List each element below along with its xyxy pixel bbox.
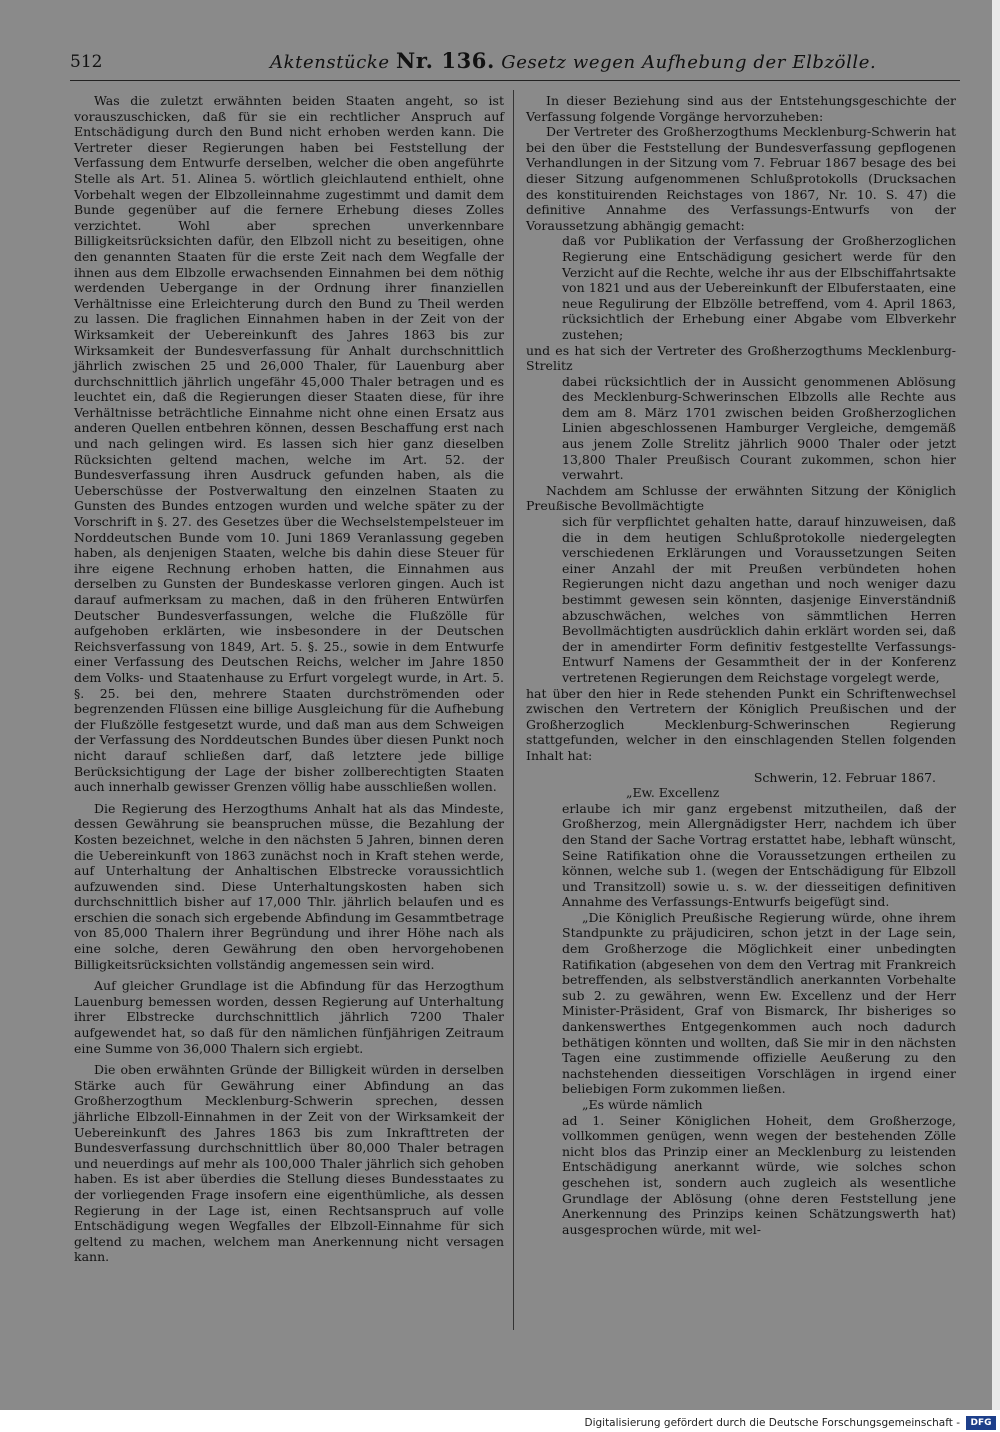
header-rest: Gesetz wegen Aufhebung der Elbzölle. <box>501 52 877 73</box>
running-header <box>70 48 960 76</box>
footer <box>0 1416 1000 1432</box>
right-paragraph-3: Nachdem am Schlusse der erwähnten Sitzung der Königlich Preußische Bevollmächtigte <box>526 482 956 514</box>
header-prefix: Aktenstücke <box>270 52 390 73</box>
right-column <box>526 93 956 1237</box>
right-paragraph-1: Der Vertreter des Großherzogthums Mecklenburg-Schwerin hat bei den über die Feststellung der Bundesverfassung gepflogenen Verhandlungen in der Sitzung vom 7. Februar 1867 besage des bei dieser Sitzung aufgenommenen Schlußprotokolls (Drucksachen des konstituirenden Reichstages von 1867, Nr. 10. S. 47) die definitive Annahme des Verfassungs-Entwurfs von der Voraussetzung abhängig gemacht: <box>526 124 956 233</box>
letter-paragraph-1: erlaube ich mir ganz ergebenst mitzutheilen, daß der Großherzog, mein Allergnädigster Herr, nachdem ich über den Stand der Sache Vortrag erstattet habe, lebhaft wünscht, Seine Ratifikation ohne die Voraussetzungen ertheilen zu können, welche sub 1. (wegen der Entschädigung für Elbzoll und Transitzoll) sowie u. s. w. der diesseitigen definitiven Annahme des Verfassungs-Entwurfs beigefügt sind. <box>562 800 956 910</box>
header-title <box>270 48 876 73</box>
column-divider <box>513 90 514 1330</box>
letter-paragraph-2: „Die Königlich Preußische Regierung würde, ohne ihrem Standpunkte zu präjudiciren, schon jetzt in der Lage sein, dem Großherzoge die Möglichkeit einer unbedingten Ratifikation (abgesehen von dem den Vertrag mit Frankreich betreffenden, als selbstverständlich anerkannten Vorbehalte sub 2. zu gewähren, wenn Ew. Excellenz und der Herr Minister-Präsident, Graf von Bismarck, Ihr bisheriges so dankenswerthes Entgegenkommen auch noch dadurch bethätigen könnten und wollten, daß Sie mir in den nächsten Tagen eine zustimmende offizielle Aeußerung zu den nachstehenden diesseitigen Vorschlägen in irgend einer beliebigen Form zukommen ließen. <box>562 909 956 1097</box>
dfg-logo: DFG <box>966 1416 996 1430</box>
page-number: 512 <box>70 52 103 72</box>
header-number: Nr. 136. <box>396 48 495 73</box>
page-edge <box>992 0 1000 1410</box>
quote-2: dabei rücksichtlich der in Aussicht genommenen Ablösung des Mecklenburg-Schwerinschen Elbzolls alle Rechte aus dem am 8. März 1701 zwischen beiden Großherzoglichen Linien abgeschlossenen Hamburger Vergleiche, demgemäß aus jenem Zolle Strelitz jährlich 9000 Thaler oder jetzt 13,800 Thaler Preußisch Courant zukommen, schon hier verwahrt. <box>562 373 956 483</box>
letter-salutation: „Ew. Excellenz <box>626 785 720 801</box>
header-rule <box>70 80 960 81</box>
left-paragraph-2: Die Regierung des Herzogthums Anhalt hat als das Mindeste, dessen Gewährung sie beanspruchen müsse, die Bezahlung der Kosten bezeichnet, welche in den nächsten 5 Jahren, binnen deren die Uebereinkunft von 1863 zunächst noch in Kraft stehen werde, auf Unterhaltung der Anhaltischen Elbstrecke voraussichtlich aufzuwenden sind. Diese Unterhaltungskosten haben sich durchschnittlich bisher auf 17,000 Thlr. jährlich belaufen und es erschien die sonach sich ergebende Abfindung im Gesammtbetrage von 85,000 Thalern ihrer Begründung und ihrer Höhe nach als eine solche, deren Gewährung den oben hervorgehobenen Billigkeitsrücksichten vollständig angemessen sein wird. <box>74 800 504 972</box>
letter-paragraph-3: „Es würde nämlich <box>582 1097 703 1112</box>
left-paragraph-4: Die oben erwähnten Gründe der Billigkeit würden in derselben Stärke auch für Gewährung einer Abfindung an das Großherzogthum Mecklenburg-Schwerin sprechen, dessen jährliche Elbzoll-Einnahmen in der Zeit von der Wirksamkeit der Uebereinkunft des Jahres 1863 bis zum Inkrafttreten der Bundesverfassung durchschnittlich über 80,000 Thaler betragen und neuerdings auf mehr als 100,000 Thaler jährlich sich gehoben haben. Es ist aber überdies die Stellung dieses Bundesstaates zu der vorliegenden Frage insofern eine eigenthümliche, als dessen Regierung in der Lage ist, einen Rechtsanspruch auf volle Entschädigung wegen Wegfalles der Elbzoll-Einnahme für sich geltend zu machen, welchem man Anerkennung nicht versagen kann. <box>74 1062 504 1265</box>
right-paragraph-2: und es hat sich der Vertreter des Großherzogthums Mecklenburg-Strelitz <box>526 342 956 374</box>
right-paragraph-4: hat über den hier in Rede stehenden Punkt ein Schriftenwechsel zwischen den Vertretern der Königlich Preußischen und der Großherzoglich Mecklenburg-Schwerinschen Regierung stattgefunden, welcher in den einschlagenden Stellen folgenden Inhalt hat: <box>526 685 956 763</box>
quote-3: sich für verpflichtet gehalten hatte, darauf hinzuweisen, daß die in dem heutigen Schlußprotokolle niedergelegten verschiedenen Erklärungen und Voraussetzungen Seiten einer Anzahl der mit Preußen verbündeten hohen Regierungen nicht dazu angethan und noch weniger dazu bestimmt gewesen sein könnten, dasjenige Einverständniß abzuschwächen, welches von sämmtlichen Herren Bevollmächtigten ausdrücklich dahin erklärt worden sei, daß der in amendirter Form definitiv festgestellte Verfassungs-Entwurf Namens der Gesammtheit der in der Konferenz vertretenen Regierungen dem Reichstage vorgelegt werde, <box>562 514 956 685</box>
left-paragraph-3: Auf gleicher Grundlage ist die Abfindung für das Herzogthum Lauenburg bemessen worden, dessen Regierung auf Unterhaltung ihrer Elbstrecke durchschnittlich jährlich 7200 Thaler aufgewendet hat, so daß für den nämlichen fünfjährigen Zeitraum eine Summe von 36,000 Thalern sich ergiebt. <box>74 978 504 1056</box>
right-intro: In dieser Beziehung sind aus der Entstehungsgeschichte der Verfassung folgende Vorgänge hervorzuheben: <box>526 93 956 124</box>
left-paragraph-1: Was die zuletzt erwähnten beiden Staaten angeht, so ist vorauszuschicken, daß für sie ein rechtlicher Anspruch auf Entschädigung durch den Bund nicht erhoben werden kann. Die Vertreter dieser Regierungen haben bei Feststellung der Verfassung dem Entwurfe derselben, welcher die oben angeführte Stelle als Art. 51. Alinea 5. wörtlich gleichlautend enthielt, ohne Vorbehalt wegen der Elbzolleinnahme zugestimmt und damit dem Bunde gegenüber auf die fernere Erhebung dieses Zolles verzichtet. Wohl aber sprechen unverkennbare Billigkeitsrücksichten dafür, den Elbzoll nicht zu beseitigen, ohne den genannten Staaten für die erste Zeit nach dem Wegfalle der ihnen aus dem Elbzolle erwachsenden Einnahmen bei dem nöthig werdenden Uebergange in der Ordnung ihrer finanziellen Verhältnisse eine Erleichterung durch den Bund zu Theil werden zu lassen. Die fraglichen Einnahmen haben in der Zeit von der Wirksamkeit der Uebereinkunft des Jahres 1863 bis zur Wirksamkeit der Bundesverfassung für Anhalt durchschnittlich jährlich zwischen 25 und 26,000 Thaler, für Lauenburg aber durchschnittlich jährlich ungefähr 45,000 Thaler betragen und es leuchtet ein, daß die Regierungen dieser Staaten diese, für ihre Verhältnisse beträchtliche Einnahme nicht ohne einen Ersatz aus anderen Quellen entbehren können, dessen Beschaffung erst nach und nach gelingen wird. Es lassen sich hier ganz dieselben Rücksichten geltend machen, welche im Art. 52. der Bundesverfassung ihren Ausdruck gefunden haben, als die Ueberschüsse der Postverwaltung den einzelnen Staaten zu Gunsten des Bundes entzogen wurden und welche später zu der Vorschrift in §. 27. des Gesetzes über die Wechselstempelsteuer im Norddeutschen Bunde vom 10. Juni 1869 Veranlassung gegeben haben, als denjenigen Staaten, welche bis dahin diese Steuer für ihre eigene Rechnung erhoben hatten, die Einnahmen aus derselben zu Gunsten der Bundeskasse verloren gingen. Auch ist darauf aufmerksam zu machen, daß in den früheren Entwürfen Deutscher Bundesverfassungen, welche die Flußzölle für aufgehoben erklärten, wie insbesondere in der Deutschen Reichsverfassung von 1849, Art. 5. §. 25., sowie in dem Entwurfe einer Verfassung des Deutschen Reichs, welcher im Jahre 1850 dem Volks- und Staatenhause zu Erfurt vorgelegt wurde, in Art. 5. §. 25. bei den, mehrere Staaten durchströmenden oder begrenzenden Flüssen eine billige Ausgleichung für die Aufhebung der Flußzölle festgesetzt wurde, und daß man aus dem Schweigen der Verfassung des Norddeutschen Bundes über diesen Punkt noch nicht darauf schließen darf, daß letztere jede billige Berücksichtigung der Lage der bisher zollberechtigten Staaten auch innerhalb gewisser Grenzen völlig habe ausschließen wollen. <box>74 93 504 795</box>
letter-date: Schwerin, 12. Februar 1867. <box>753 769 936 785</box>
footer-credit: Digitalisierung gefördert durch die Deutsche Forschungsgemeinschaft - <box>584 1417 960 1429</box>
quote-1: daß vor Publikation der Verfassung der Großherzoglichen Regierung eine Entschädigung gesichert werde für den Verzicht auf die Rechte, welche ihr aus der Elbschiffahrtsakte von 1821 und aus der Uebereinkunft der Elbuferstaaten, eine neue Regulirung der Elbzölle betreffend, vom 4. April 1863, rücksichtlich der Erhebung einer Abgabe vom Elbverkehr zustehen; <box>562 233 956 342</box>
letter-paragraph-4: ad 1. Seiner Königlichen Hoheit, dem Großherzoge, vollkommen genügen, wenn wegen der bestehenden Zölle nicht blos das Prinzip einer an Mecklenburg zu leistenden Entschädigung anerkannt würde, wie solches schon geschehen ist, sondern auch zugleich als wesentliche Grundlage der Ablösung (ohne deren Feststellung jene Anerkennung des Prinzips keinen Schätzungswerth hat) ausgesprochen würde, mit wel- <box>562 1112 956 1237</box>
left-column <box>74 93 504 1265</box>
